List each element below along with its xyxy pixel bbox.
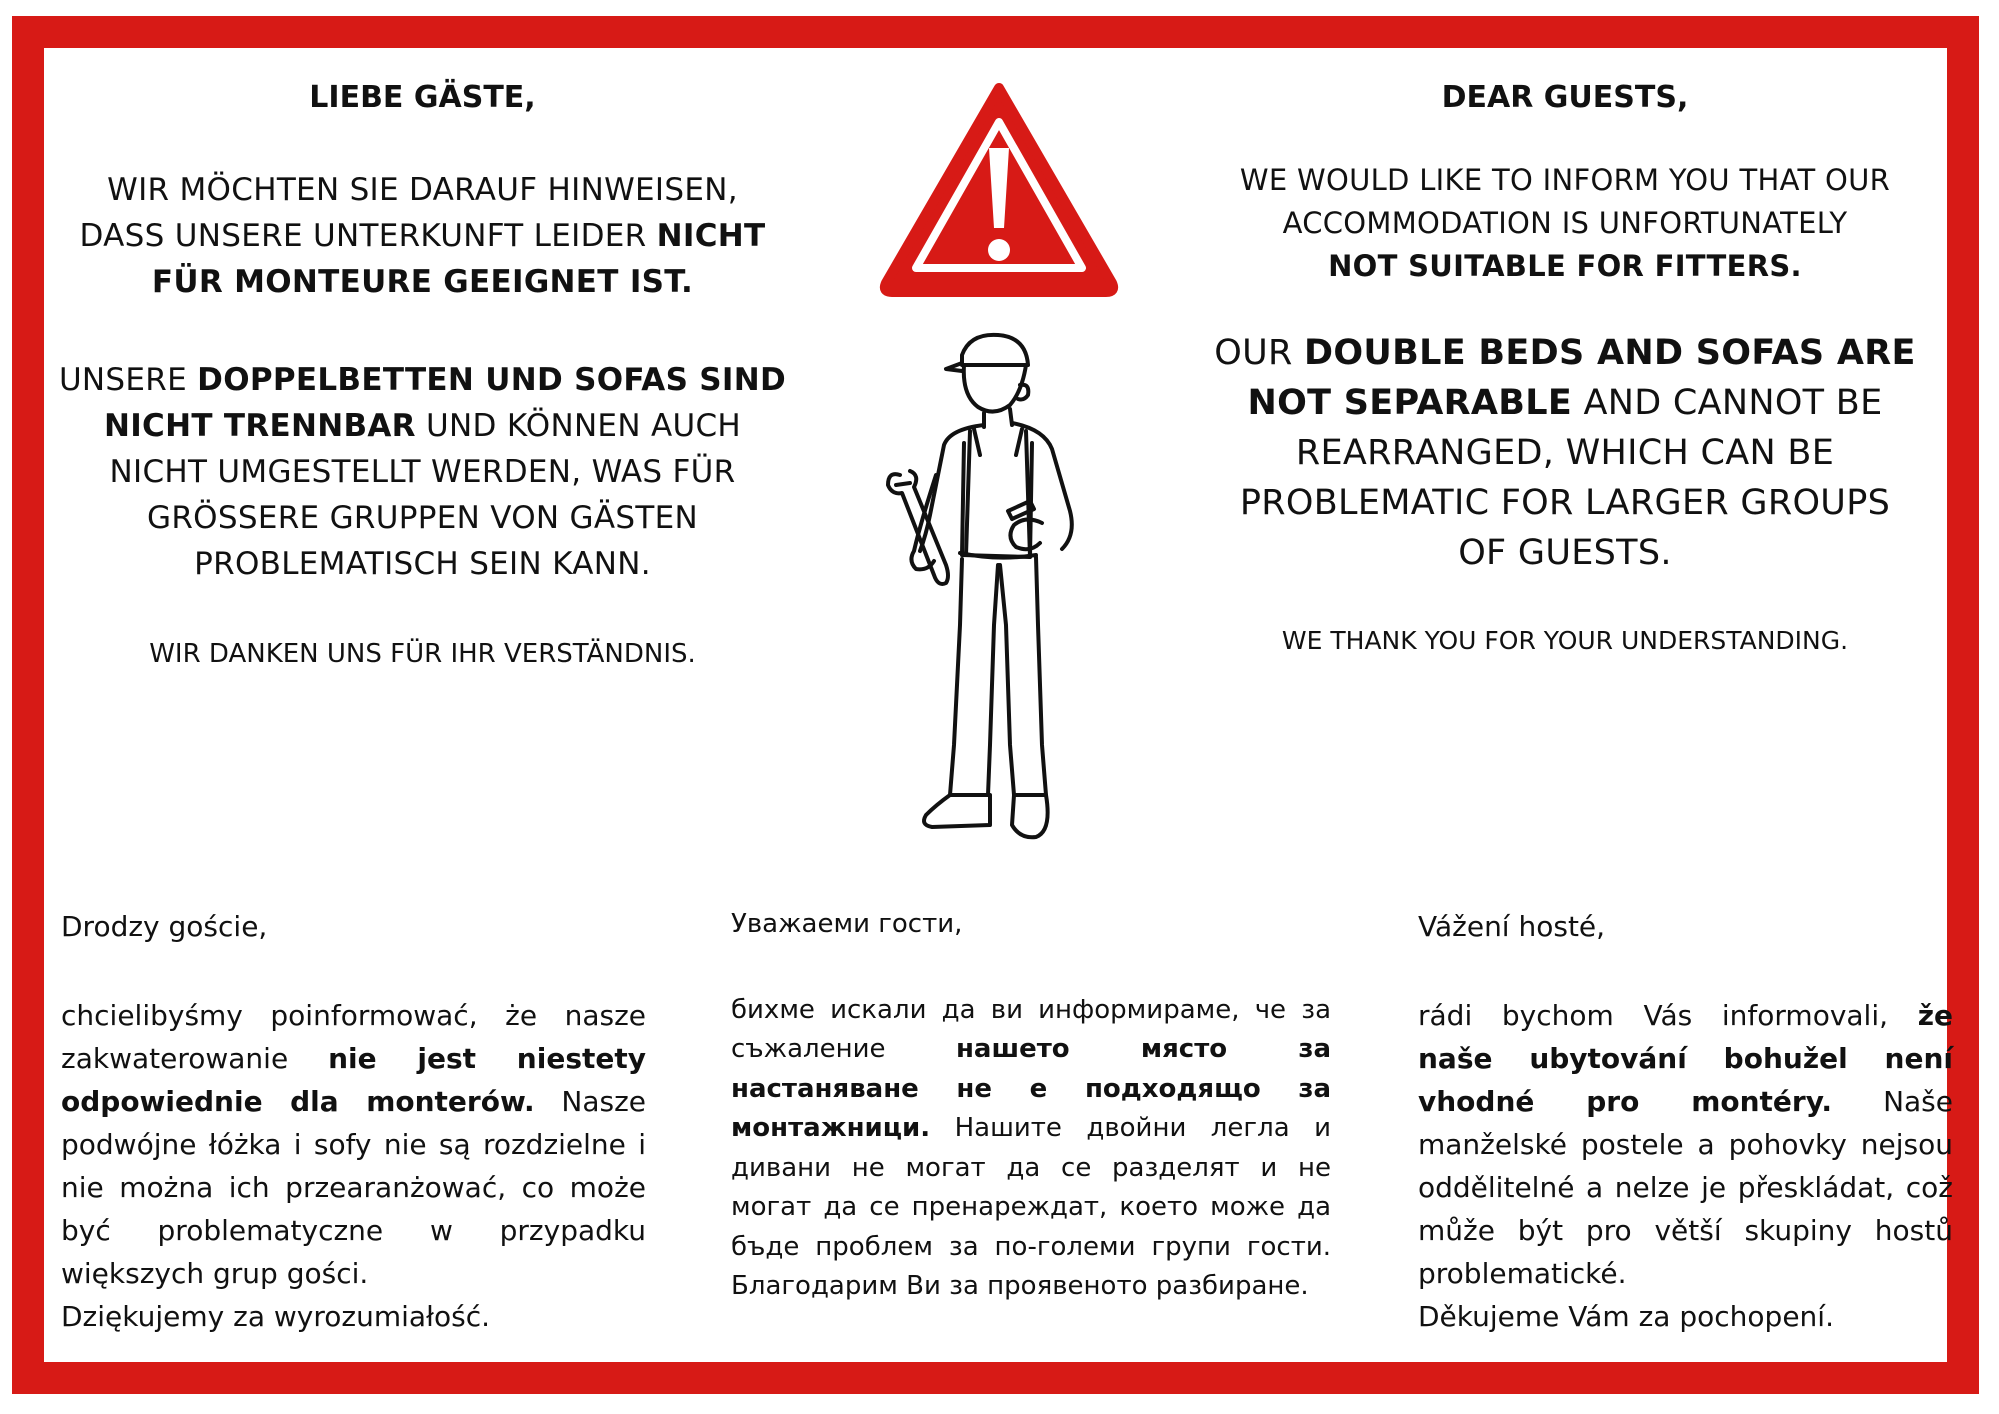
german-notice	[55, 80, 790, 669]
german-greeting: LIEBE GÄSTE,	[309, 80, 536, 115]
polish-body	[61, 994, 646, 1295]
czech-greeting: Vážení hosté,	[1418, 910, 1606, 943]
german-p1-line-a: WIR MÖCHTEN SIE DARAUF HINWEISEN,	[107, 172, 738, 208]
english-p2-d: PROBLEMATIC FOR LARGER GROUPS	[1239, 483, 1891, 523]
english-thanks: WE THANK YOU FOR YOUR UNDERSTANDING.	[1281, 626, 1849, 655]
czech-thanks: Děkujeme Vám za pochopení.	[1418, 1300, 1834, 1333]
german-thanks: WIR DANKEN UNS FÜR IHR VERSTÄNDNIS.	[149, 639, 696, 669]
polish-greeting: Drodzy goście,	[61, 910, 268, 943]
polish-body-bold: nie jest niestety odpowiednie dla monterów.	[61, 1042, 646, 1118]
czech-body	[1418, 994, 1953, 1295]
german-p2-bold-b: NICHT TRENNBAR	[103, 408, 416, 444]
english-p1-a: WE WOULD LIKE TO INFORM YOU THAT OUR	[1239, 163, 1891, 197]
czech-body-b: Naše manželské postele a pohovky nejsou oddělitelné a nelze je přeskládat, což může být pro větší skupiny hostů problematické.	[1418, 1085, 1953, 1290]
english-p2-bold-b: NOT SEPARABLE	[1247, 383, 1573, 423]
bulgarian-body	[731, 991, 1331, 1307]
polish-body-b: Nasze podwójne łóżka i sofy nie są rozdzielne i nie można ich przearanżować, co może być problematyczne w przypadku większych grup gości.	[61, 1085, 646, 1290]
english-p2-b: AND CANNOT BE	[1572, 383, 1883, 423]
german-p1-line-b: DASS UNSERE UNTERKUNFT LEIDER	[79, 218, 657, 254]
german-p2-bold-a: DOPPELBETTEN UND SOFAS SIND	[197, 362, 787, 398]
german-p2-d: GRÖSSERE GRUPPEN VON GÄSTEN	[147, 500, 698, 536]
bulgarian-body-bold: нашето място за настаняване не е подходящо за монтажници.	[731, 1034, 1331, 1143]
bulgarian-greeting: Уважаеми гости,	[731, 909, 963, 939]
polish-body-a: chcielibyśmy poinformować, że nasze zakwaterowanie	[61, 999, 646, 1075]
english-p2-a: OUR	[1214, 333, 1305, 373]
bulgarian-notice	[731, 905, 1331, 1307]
czech-body-bold: že naše ubytování bohužel není vhodné pro montéry.	[1418, 999, 1953, 1118]
german-p2-a: UNSERE	[58, 362, 198, 398]
english-paragraph-2	[1205, 328, 1925, 578]
english-p1-b: ACCOMMODATION IS UNFORTUNATELY	[1282, 206, 1848, 240]
polish-notice	[61, 905, 646, 1338]
bulgarian-body-a: бихме искали да ви информираме, че за съжаление	[731, 994, 1331, 1064]
english-paragraph-1	[1205, 159, 1925, 288]
polish-thanks: Dziękujemy za wyrozumiałość.	[61, 1300, 490, 1333]
german-p1-bold-b: FÜR MONTEURE GEEIGNET IST.	[151, 264, 694, 300]
german-p1-bold-a: NICHT	[656, 218, 766, 254]
worker-illustration	[880, 325, 1120, 850]
english-notice	[1205, 80, 1925, 655]
german-p2-e: PROBLEMATISCH SEIN KANN.	[194, 546, 651, 582]
german-p2-c: NICHT UMGESTELLT WERDEN, WAS FÜR	[109, 454, 736, 490]
bulgarian-body-b: Нашите двойни легла и дивани не могат да се разделят и не могат да се пренареждат, което може да бъде проблем за по-големи групи гости. Благодарим Ви за проявеното разбиране.	[731, 1113, 1331, 1301]
warning-triangle-icon	[876, 78, 1122, 300]
german-paragraph-1	[55, 167, 790, 305]
czech-body-a: rádi bychom Vás informovali,	[1418, 999, 1918, 1032]
english-p2-e: OF GUESTS.	[1458, 533, 1672, 573]
english-p1-bold: NOT SUITABLE FOR FITTERS.	[1328, 249, 1802, 283]
english-greeting: DEAR GUESTS,	[1441, 80, 1689, 115]
czech-notice	[1418, 905, 1953, 1338]
german-paragraph-2	[55, 357, 790, 587]
english-p2-bold-a: DOUBLE BEDS AND SOFAS ARE	[1304, 333, 1916, 373]
english-p2-c: REARRANGED, WHICH CAN BE	[1295, 433, 1835, 473]
german-p2-b: UND KÖNNEN AUCH	[415, 408, 742, 444]
